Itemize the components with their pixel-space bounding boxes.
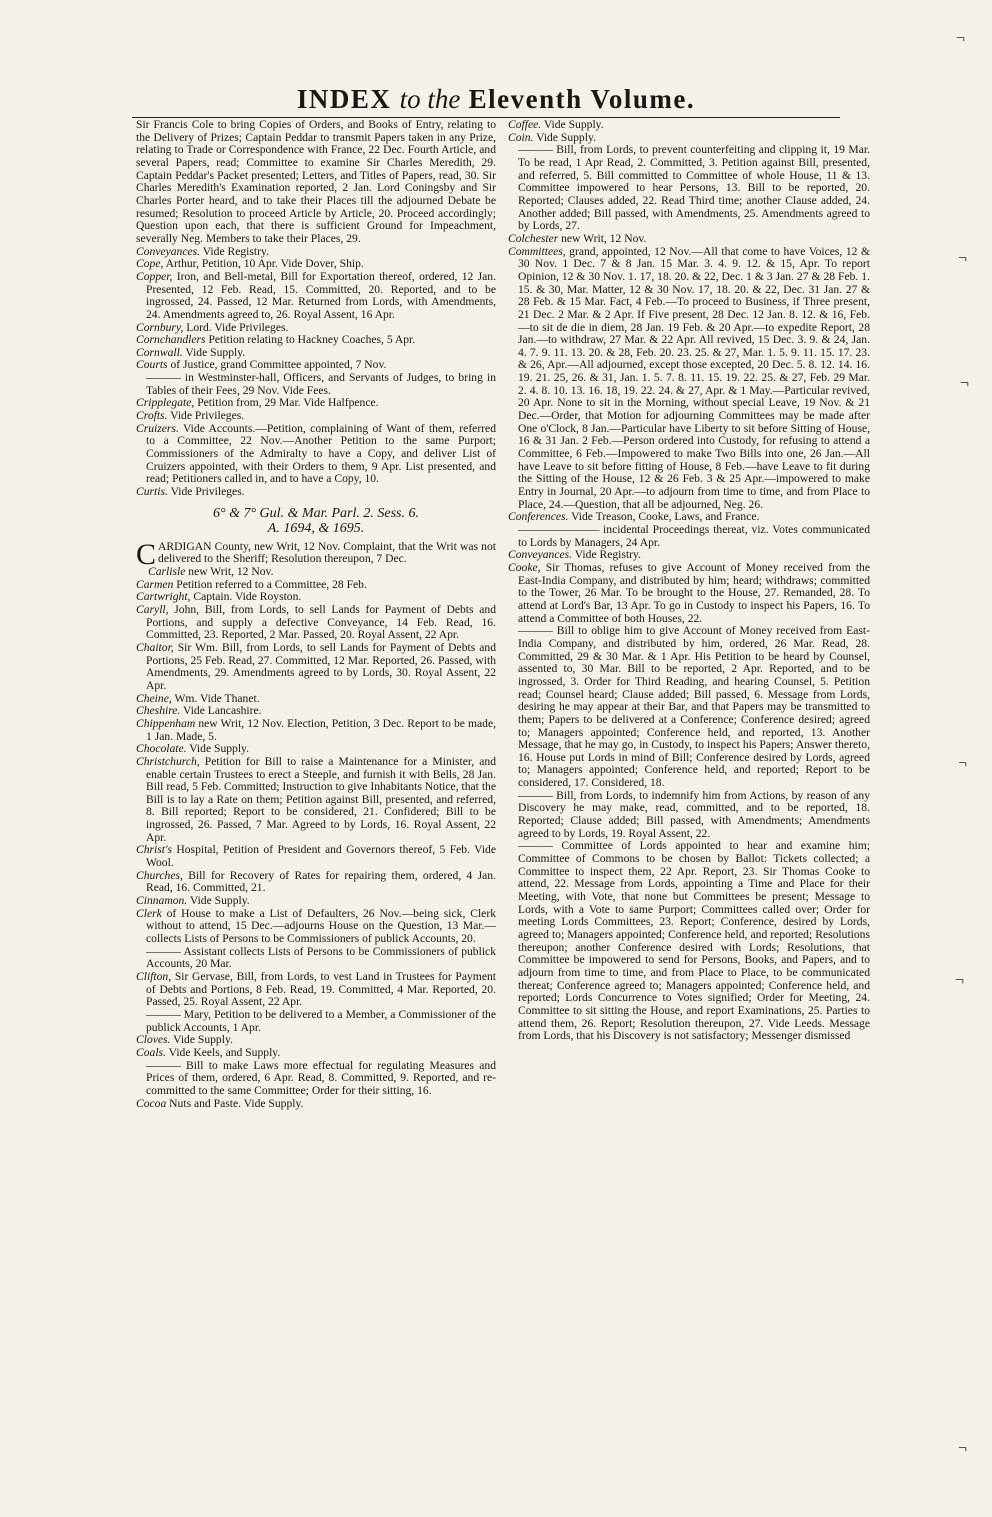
entry-heading: Coffee. — [508, 118, 542, 131]
index-entry — [136, 642, 496, 693]
index-subentry: ——————— incidental Proceedings thereat, viz. Votes communicated to Lords by Managers, 24 Apr. — [518, 523, 870, 549]
entry-heading: Christ's — [136, 843, 172, 857]
drop-cap: C — [136, 537, 157, 571]
entry-text: Petition from, 29 Mar. Vide Halfpence. — [194, 396, 379, 410]
entry-text: Vide Supply. — [541, 118, 604, 131]
entry-text: new Writ, 12 Nov. Election, Petition, 3 Dec. Report to be made, 1 Jan. Made, 5. — [146, 716, 496, 743]
entry-heading: Copper, — [136, 269, 173, 283]
session-line: 6° & 7° Gul. & Mar. Parl. 2. Sess. 6. — [212, 505, 420, 521]
entry-text: Captain. Vide Royston. — [190, 590, 302, 604]
entry-text: Petition referred to a Committee, 28 Feb. — [173, 577, 367, 591]
entry-heading: Churches, — [136, 868, 183, 882]
entry-heading: Caryll, — [136, 602, 169, 616]
header-index: INDEX — [296, 84, 392, 114]
margin-mark: ¬ — [956, 30, 966, 47]
entry-text: Vide Accounts.—Petition, complaining of Want of them, referred to a Committee, 22 Nov.—Another Petition to the same Purport; Commissioners of the Admiralty to have a Copy, and deliver List of Cruizers appointed, with their Orders to them, 9 Apr. List presented, and read; Petitioners called in, and to have a Copy, 10. — [146, 421, 496, 486]
entry-heading: Clifton, — [136, 970, 172, 983]
entry-heading: Chaitor, — [136, 640, 174, 654]
entry-heading: Carlisle — [148, 565, 186, 578]
entry-heading: Courts — [136, 358, 168, 372]
entry-heading: Christchurch, — [136, 754, 200, 768]
entry-heading: Coin. — [508, 130, 534, 144]
entry-heading: Conveyances. — [136, 244, 201, 258]
index-entry — [508, 246, 870, 512]
entry-text: John, Bill, from Lords, to sell Lands for Payment of Debts and Portions, and supply a defective Conveyance, 14 Feb. Read, 16. Committed, 23. Reported, 2 Mar. Passed, 20. Royal Assent, 22 Apr. — [146, 602, 496, 642]
entry-text: Vide Supply. — [186, 742, 249, 756]
index-subentry: ——— Bill, from Lords, to indemnify him from Actions, by reason of any Discovery he may make, read, committed, and to be reported, 18. Reported; Clause added; Bill passed, with Amendments; Amendments agreed to by Lords, 19. Royal Assent, 22. — [518, 788, 870, 840]
entry-text: Hospital, Petition of President and Governors thereof, 5 Feb. Vide Wool. — [146, 843, 496, 870]
header-volume: Eleventh Volume. — [468, 84, 696, 114]
index-entry — [136, 423, 496, 486]
index-entry — [508, 562, 870, 625]
entry-text: Vide Keels, and Supply. — [165, 1045, 281, 1059]
entry-text: Bill for Recovery of Rates for repairing them, ordered, 4 Jan. Read, 16. Committed, 21. — [146, 868, 496, 895]
index-entry — [136, 756, 496, 845]
entry-heading: Coals. — [136, 1045, 166, 1059]
entry-text: of Justice, grand Committee appointed, 7 Nov. — [167, 358, 387, 372]
entry-heading: Cinnamon. — [136, 894, 188, 908]
entry-heading: Cope, — [136, 257, 164, 271]
margin-mark: ¬ — [958, 250, 968, 267]
entry-text: Vide Registry. — [572, 548, 641, 562]
entry-heading: Clerk — [136, 906, 162, 920]
entry-heading: Cripplegate, — [136, 396, 195, 410]
entry-text: Nuts and Paste. Vide Supply. — [166, 1096, 304, 1110]
entry-heading: Cheshire. — [136, 704, 181, 718]
page-header — [0, 84, 992, 115]
entry-heading: Cooke, — [508, 560, 541, 574]
index-entry — [136, 271, 496, 322]
index-subentry: ——— Bill to make Laws more effectual for regulating Measures and Prices of them, ordered, 6 Apr. Read, 8. Committed, 9. Reported, and re-committed to the same Committee; Order for their sitting, 16. — [146, 1058, 496, 1097]
entry-text: Sir Wm. Bill, from Lords, to sell Lands for Payment of Debts and Portions, 25 Feb. Read, 27. Committed, 12 Mar. Reported, 26. Passed, with Amendments, 29. Amendments agreed to by Lords, 30. Royal Assent, 22 Apr. — [146, 640, 496, 692]
entry-heading: Cartwright, — [136, 590, 191, 604]
entry-heading: Conferences. — [508, 510, 569, 524]
index-entry — [136, 844, 496, 869]
entry-heading: Cornchandlers — [136, 333, 206, 347]
entry-heading: ARDIGAN — [158, 539, 212, 553]
margin-mark: ¬ — [960, 375, 970, 392]
entry-heading: Cornbury, — [136, 320, 184, 334]
entry-text: Vide Supply. — [170, 1033, 233, 1047]
entry-heading: Chocolate. — [136, 742, 187, 756]
index-entry — [136, 870, 496, 895]
entry-text: Petition relating to Hackney Coaches, 5 Apr. — [205, 333, 416, 347]
index-entry — [136, 718, 496, 743]
index-entry-continuation: Sir Francis Cole to bring Copies of Orders, and Books of Entry, relating to the Delivery of Prizes; Captain Peddar to transmit Papers taken in any Prize, relating to Trade or Correspondence with France, 22 Dec. Fourth Article, and several Papers, read; Committee to examine Sir Charles Meredith, 29. Captain Peddar's Packet presented; Letters, and Titles of Papers, read, 30. Sir Charles Meredith's Examination reported, 2 Jan. Lord Coningsby and Sir Charles Porter heard, and to take their Places till the adjourned Debate be resumed; Resolution to proceed Article by Article, 20. Proceed accordingly; Question upon each, that there is sufficient Ground for Impeachment, severally Neg. Members to take their Places, 29. — [136, 118, 496, 245]
entry-text: Vide Privileges. — [167, 409, 245, 423]
entry-text: new Writ, 12 Nov. — [185, 565, 274, 578]
entry-text: Vide Supply. — [187, 894, 250, 908]
entry-text: County, new Writ, 12 Nov. Complaint, that the Writ was not delivered to the Sheriff; Resolution thereupon, 7 Dec. — [158, 539, 496, 566]
entry-text: Sir Thomas, refuses to give Account of Money received from the East-India Company, and distributed by him; heard; withdraws; committed to the Tower, 26 Mar. To be brought to the House, 27. Remanded, 28. To attend at Lord's Bar, 13 Apr. To go in Custody to inspect his Papers, 16. To attend a Committee of both Houses, 22. — [518, 560, 870, 625]
entry-heading: Cruizers. — [136, 421, 179, 435]
entry-text: Sir Gervase, Bill, from Lords, to vest Land in Trustees for Payment of Debts and Portions, 8 Feb. Read, 19. Committed, 4 Mar. Reported, 20. Passed, 25. Royal Assent, 22 Apr. — [146, 970, 496, 1009]
index-entry — [136, 908, 496, 946]
entry-heading: Cocoa — [136, 1096, 167, 1110]
margin-mark: ¬ — [958, 755, 968, 772]
entry-text: Arthur, Petition, 10 Apr. Vide Dover, Ship. — [163, 257, 364, 271]
entry-text: Petition for Bill to raise a Maintenance for a Minister, and enable certain Trustees to erect a Steeple, and furnish it with Bells, 28 Jan. Bill read, 5 Feb. Committed; Instruction to give Inhabitants Notice, that the Bill is to lay a Rate on them; Petition against Bill, presented, and referred, 8. Bill reported; Report to be considered, 21. Confidered; Bill to be ingrossed, 26. Passed, 7 Mar. Agreed to by Lords, 16. Royal Assent, 22 Apr. — [146, 754, 496, 844]
entry-heading: Committees, — [508, 244, 566, 258]
entry-text: Vide Lancashire. — [180, 704, 262, 718]
index-subentry: ——— Bill, from Lords, to prevent counterfeiting and clipping it, 19 Mar. To be read, 1 Apr Read, 2. Committed, 3. Petition against Bill, presented, and referred, 5. Bill committed to Committee of whole House, 11 & 13. Committee impowered to hear Persons, 13. Bill to be reported, 20. Reported; Clauses added, 22. Read Third time; another Clause added, 24. Another added; Bill passed, with Amendments, 25. Amendments agreed to by Lords, 27. — [518, 143, 870, 233]
entry-heading: Chippenham — [136, 716, 196, 730]
entry-heading: Crofts. — [136, 409, 168, 423]
index-entry — [136, 1098, 496, 1111]
index-entry — [136, 971, 496, 1009]
margin-mark: ¬ — [955, 972, 965, 989]
session-heading — [136, 506, 496, 536]
right-column — [508, 119, 870, 1043]
index-entry — [136, 1047, 496, 1060]
entry-text: Vide Registry. — [200, 244, 269, 258]
entry-heading: Cloves. — [136, 1033, 171, 1047]
entry-heading: Conveyances. — [508, 548, 573, 562]
index-entry — [136, 604, 496, 642]
index-subentry: ——— Committee of Lords appointed to hear and examine him; Committee of Commons to be chosen by Ballot: Tickets collected; a Committee to inspect them, 22 Apr. Report, 23. Sir Thomas Cooke to attend, 22. Message from Lords, appointing a Time and Place for their Meeting, with Vote, that none but Committees be present; Message to Lords, with a Vote to same Purport; Committees called over; Order for meeting Lords Committees, 23. Report; Conference, desired by Lords, agreed to; Managers appointed; Conference held, and reported; Resolutions thereupon; another Conference desired with Lords; Resolutions, that Committee be impowered to send for Persons, Books, and Papers, and to adjourn from time to time, and from Place to Place, to be communicated thereat; Conference agreed to; Managers appointed; Conference held, and reported; Lords Concurrence to Votes signified; Order for Meeting, 24. Committee to sit sitting the House, and report Examinations, 25. Parties to attend them, 26. Report; Resolution thereupon, 27. Vide Leeds. Message from Lords, that his Discovery is not satisfactory; Messenger dismissed — [518, 839, 870, 1043]
session-line: A. 1694, & 1695. — [267, 520, 365, 536]
entry-text: new Writ, 12 Nov. — [558, 231, 647, 245]
entry-text: Vide Supply. — [182, 345, 246, 359]
entry-heading: Cheine, — [136, 691, 172, 705]
entry-heading: Colchester — [508, 231, 559, 245]
index-subentry: ——— Bill to oblige him to give Account of Money received from East-India Company, and distributed by him, ordered, 26 Mar. Read, 28. Committed, 29 & 30 Mar. & 1 Apr. His Petition to be heard by Counsel, assented to, 30 Mar. Bill to be reported, 2 Apr. Reported, and to be ingrossed, 3. Order for Third Reading, and hearing Counsel, 5. Petition read; Counsel heard; Clause added; Bill passed, 6. Message from Lords, desiring he may appear at their Bar, and that Papers may be transmitted to them; Papers to be delivered at a Conference; Conference desired; agreed to; Managers appointed; Conference held, and reported, 13. Another Message, that he may go, in Custody, to inspect his Papers; Answer thereto, 16. House put Lords in mind of Bill; Conference desired by Lords, agreed to; Managers appointed; Conference held, and reported; Report to be considered, 17. Considered, 18. — [518, 624, 870, 790]
entry-text: Wm. Vide Thanet. — [171, 691, 260, 705]
index-subentry: ——— Assistant collects Lists of Persons to be Commissioners of publick Accounts, 20 Mar. — [146, 944, 496, 971]
entry-text: Vide Treason, Cooke, Laws, and France. — [568, 510, 760, 524]
header-to-the: to the — [399, 84, 461, 114]
margin-mark: ¬ — [958, 1440, 968, 1457]
entry-text: Lord. Vide Privileges. — [183, 320, 289, 334]
index-entry — [136, 537, 496, 571]
entry-text: Iron, and Bell-metal, Bill for Exportation thereof, ordered, 12 Jan. Presented, 12 Feb. Read, 15. Committed, 20. Reported, and to be ingrossed, 24. Passed, 12 Mar. Returned from Lords, with Amendments, 24. Amendments agreed to, 26. Royal Assent, 16 Apr. — [146, 269, 496, 321]
index-subentry: ——— Mary, Petition to be delivered to a Member, a Commissioner of the publick Accounts, 1 Apr. — [146, 1007, 496, 1034]
entry-text: grand, appointed, 12 Nov.—All that come to have Voices, 12 & 30 Nov. 1 Dec. 7 & 8 Jan. 15 Mar. 3. 4. 9. 12. & 15, Apr. To report Opinion, 12 & 30 Nov. 1. 17, 18. 20. & 22, Dec. 1 & 3 Jan. 27 & 28 Feb. 1. 15. & 30, Mar. Matter, 12 & 30 Nov. 17, 18. 20. & 22, Dec. 31 Jan. 27 & 28 Feb. & 15 Mar. Fact, 4 Feb.—To proceed to Business, if Three present, 21 Dec. 2 Mar. & 2 Apr. If Five present, 28 Dec. 12 Jan. 8. 12. & 16, Feb.—to sit de die in diem, 28 Jan. 19 Feb. & 20 Apr.—to expedite Report, 28 Jan.—to withdraw, 27 Mar. & 22 Apr. All revived, 15 Dec. 3. 9. & 24, Jan. 4. 7. 9. 11. 13. 20. & 28, Feb. 20. 23. 25. & 27, Mar. 1. 5. 9. 11. 15. 17. 23. & 26, Apr.—All adjourned, except those excepted, 20 Dec. 5. 8. 12. 14. 16. 19. 21. 25, 26. & 31, Jan. 1. 5. 7. 8. 11. 15. 19. 22. 25. & 27, Feb. 29 Mar. 2. 4. 8. 10. 13. 16. 18, 19. 22. 24. & 27, Apr. & 1 May.—Particular revived, 20 Apr. None to sit in the Morning, without special Leave, 19 Nov. & 21 Dec.—Order, that Motion for adjourning Committees may be made after One o'Clock, 8 Jan.—Particular have Liberty to sit before Sitting of House, 16 & 31 Jan. 2 Feb.—Person ordered into Custody, for refusing to attend a Committee, 6 Feb.—Impowered to make Two Bills into one, 26 Jan.—All have Leave to sit before fitting of House, 8 Feb.—have Leave to fit during the Sitting of the House, 12 & 26 Feb. 3 & 25 Apr.—impowered to make Entry in Journal, 20 Apr.—to adjourn from time to time, and from Place to Place, 24.—Question, that all be adjourned, Neg. 26. — [518, 244, 870, 511]
left-column — [136, 119, 496, 1110]
entry-heading: Curtis. — [136, 485, 168, 499]
entry-heading: Cornwall. — [136, 345, 183, 359]
entry-text: of House to make a List of Defaulters, 26 Nov.—being sick, Clerk without to attend, 15 Dec.—adjourns House on the Question, 13 Mar.—collects Lists of Persons to be Commissioners of publick Accounts, 20. — [146, 906, 496, 946]
entry-text: Vide Privileges. — [167, 485, 245, 499]
entry-text: Vide Supply. — [533, 130, 596, 144]
entry-heading: Carmen — [136, 577, 174, 591]
index-subentry: ——— in Westminster-hall, Officers, and Servants of Judges, to bring in Tables of their Fees, 29 Nov. Vide Fees. — [146, 371, 496, 397]
index-entry — [136, 486, 496, 499]
